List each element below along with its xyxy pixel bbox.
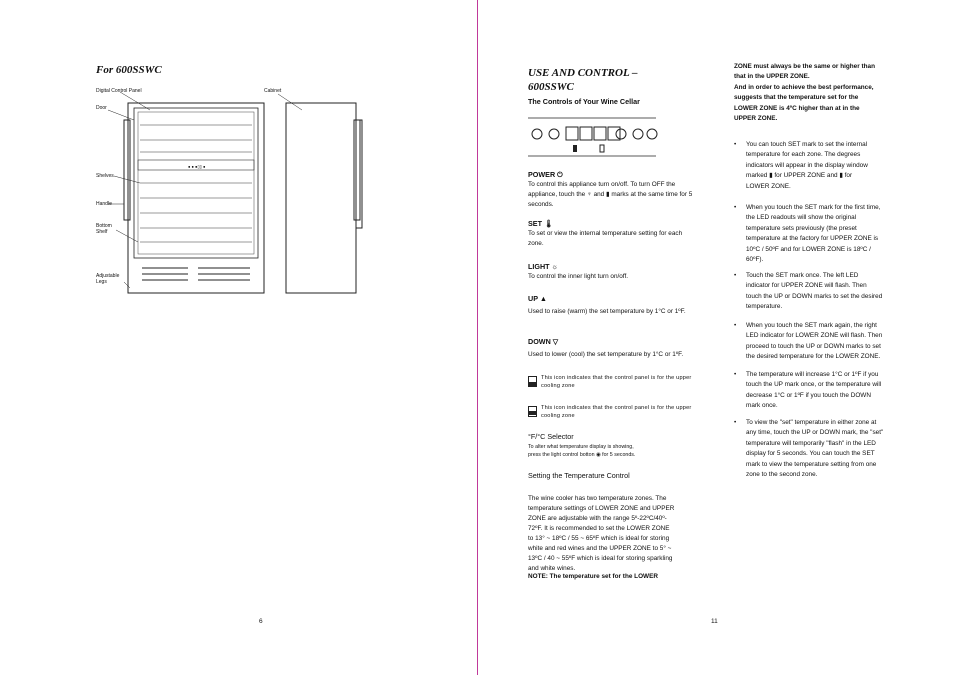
- bullet-dot: •: [734, 272, 737, 279]
- right-title-line2: 600SSWC: [528, 81, 574, 93]
- bullet-line: temperature at the factory for UPPER ZONE is: [746, 235, 879, 243]
- up-heading: UP ▲: [528, 294, 547, 303]
- label-cabinet: Cabinet: [264, 88, 282, 94]
- bullet-dot: •: [734, 419, 737, 426]
- wine-cooler-diagram: [90, 80, 370, 300]
- thermometer-icon: 🌡: [543, 219, 554, 228]
- right-page-number: 11: [711, 618, 718, 625]
- upper-zone-icon: [528, 376, 537, 387]
- setting-line: The wine cooler has two temperature zones. The: [528, 495, 667, 502]
- bullet-item: [734, 418, 904, 480]
- bullet-line: When you touch the SET mark for the first time,: [746, 204, 881, 211]
- bullet-line: LOWER ZONE.: [746, 182, 791, 190]
- right-intro: [734, 62, 909, 124]
- svg-text:● ● ●▯▯ ●: ● ● ●▯▯ ●: [188, 164, 206, 169]
- light-heading: LIGHT ☼: [528, 262, 559, 271]
- setting-text: [528, 494, 703, 574]
- setting-line: temperature settings of LOWER ZONE and UPPER: [528, 505, 675, 512]
- setting-line: to 13° ~ 18ºC / 55 ~ 65ºF which is ideal for storing: [528, 535, 670, 542]
- bullet-item: [734, 140, 904, 192]
- bullet-line: display for 5 seconds. You can touch the SET: [746, 450, 875, 458]
- bullet-line: touch the UP or DOWN marks to set the desired: [746, 292, 883, 300]
- bullet-line: any time, touch the UP or DOWN mark, the "set": [746, 429, 884, 437]
- bullet-line: The temperature will increase 1°C or 1ºF if you: [746, 371, 879, 378]
- setting-line: 13ºC / 40 ~ 55ºF which is ideal for storing sparkling: [528, 555, 673, 562]
- bullet-line: To view the "set" temperature in either zone at: [746, 419, 877, 426]
- lower-zone-icon: [528, 406, 537, 417]
- bullet-line: mark once.: [746, 402, 778, 410]
- bullet-dot: •: [734, 371, 737, 378]
- bullet-line: marked ▮ for UPPER ZONE and ▮ for: [746, 172, 853, 180]
- bullet-line: temperature.: [746, 303, 783, 311]
- bullet-line: temperature will temporarily "flash" in the LED: [746, 439, 876, 447]
- down-heading: DOWN ▽: [528, 337, 559, 346]
- setting-line: and white wines.: [528, 565, 576, 572]
- bullet-line: mark to view the temperature setting from one: [746, 460, 877, 468]
- bullet-item: [734, 203, 904, 265]
- left-page-number: 6: [259, 618, 263, 625]
- bullet-dot: •: [734, 204, 737, 211]
- bullet-line: 10ºC / 50ºF and for LOWER ZONE is 18ºC /: [746, 245, 871, 253]
- set-text: To set or view the internal temperature setting for each zone.: [528, 230, 683, 247]
- setting-line: ZONE are adjustable with the range 5º-22ºC/40º-: [528, 515, 667, 522]
- lower-icon-text: This icon indicates that the control panel is for the upper cooling zone: [541, 405, 692, 419]
- down-triangle-icon: ▽: [552, 337, 559, 346]
- intro-line: that in the UPPER ZONE.: [734, 73, 810, 81]
- bullet-dot: •: [734, 322, 737, 329]
- up-triangle-icon: ▲: [539, 294, 547, 303]
- bullet-line: proceed to touch the UP or DOWN marks to set: [746, 342, 881, 350]
- power-heading: POWER ⏻: [528, 170, 563, 179]
- bullet-line: zone to the second zone.: [746, 471, 818, 479]
- right-title-line1: USE AND CONTROL –: [528, 67, 638, 79]
- bullet-line: indicators will appear in the display window: [746, 161, 868, 169]
- label-handle: Handle: [96, 201, 112, 207]
- light-button-icon: ◉: [596, 451, 601, 458]
- bullet-line: You can touch SET mark to set the internal: [746, 141, 868, 148]
- bullet-item: [734, 370, 904, 412]
- right-subtitle: The Controls of Your Wine Cellar: [528, 97, 640, 106]
- setting-line: white and red wines and the UPPER ZONE to 5° ~: [528, 545, 672, 552]
- bullet-line: touch the UP mark once, or the temperature will: [746, 381, 882, 389]
- control-panel-illustration: [528, 118, 656, 160]
- label-legs: Legs: [96, 279, 107, 285]
- label-bottom: Bottom: [96, 223, 112, 229]
- light-text: To control the inner light turn on/off.: [528, 273, 629, 280]
- set-heading: SET 🌡: [528, 219, 554, 228]
- up-text: Used to raise (warm) the set temperature by 1°C or 1ºF.: [528, 308, 686, 315]
- label-shelves: Shelves: [96, 173, 114, 179]
- bulb-icon: ☼: [551, 262, 559, 271]
- intro-line: ZONE must always be the same or higher than: [734, 63, 875, 70]
- label-digital-control-panel: Digital Control Panel: [96, 88, 142, 94]
- set-icon: ▮: [606, 191, 610, 198]
- setting-line: 72ºF. It is recommended to set the LOWER ZONE: [528, 525, 670, 532]
- bullet-dot: •: [734, 141, 737, 148]
- setting-heading: Setting the Temperature Control: [528, 471, 630, 480]
- bullet-item: [734, 271, 904, 313]
- bullet-line: indicator for UPPER ZONE will flash. Then: [746, 282, 867, 290]
- intro-line: LOWER ZONE is 4ºC higher than at in the: [734, 104, 860, 112]
- bullet-line: the LED readouts will show the original: [746, 214, 857, 222]
- label-adjustable: Adjustable: [96, 273, 120, 279]
- page-divider: [477, 0, 478, 675]
- selector-text: To alter what temperature display is showing, press the light control botton ◉ for 5 seconds.: [528, 444, 636, 458]
- setting-note: NOTE: The temperature set for the LOWER: [528, 573, 658, 580]
- intro-line: And in order to achieve the best performance,: [734, 83, 874, 91]
- light-icon: ♆: [587, 191, 592, 198]
- power-icon: ⏻: [557, 170, 563, 179]
- bullet-line: When you touch the SET mark again, the right: [746, 322, 877, 329]
- bullet-line: the desired temperature for the LOWER ZONE.: [746, 353, 881, 361]
- bullet-line: 60ºF).: [746, 256, 764, 264]
- bullet-line: Touch the SET mark once. The left LED: [746, 272, 859, 279]
- power-text: To control this appliance turn on/off. To turn OFF the appliance, touch the ♆ and ▮ marks at the same time for 5 seconds.: [528, 181, 693, 208]
- selector-heading: °F/°C Selector: [528, 432, 574, 441]
- label-door: Door: [96, 105, 107, 111]
- left-page-title: For 600SSWC: [96, 64, 162, 76]
- bullet-line: temperature sets previously (the preset: [746, 224, 857, 232]
- label-shelf: Shelf: [96, 229, 108, 235]
- intro-line: UPPER ZONE.: [734, 115, 778, 123]
- upper-icon-text: This icon indicates that the control panel is for the upper cooling zone: [541, 375, 692, 389]
- bullet-line: decrease 1°C or 1ºF if you touch the DOWN: [746, 391, 871, 399]
- bullet-item: [734, 321, 904, 363]
- intro-line: suggests that the temperature set for the: [734, 94, 859, 102]
- bullet-line: LED indicator for LOWER ZONE will flash. Then: [746, 332, 883, 340]
- down-text: Used to lower (cool) the set temperature by 1°C or 1ºF.: [528, 351, 684, 358]
- bullet-line: temperature for each zone. The degrees: [746, 151, 861, 159]
